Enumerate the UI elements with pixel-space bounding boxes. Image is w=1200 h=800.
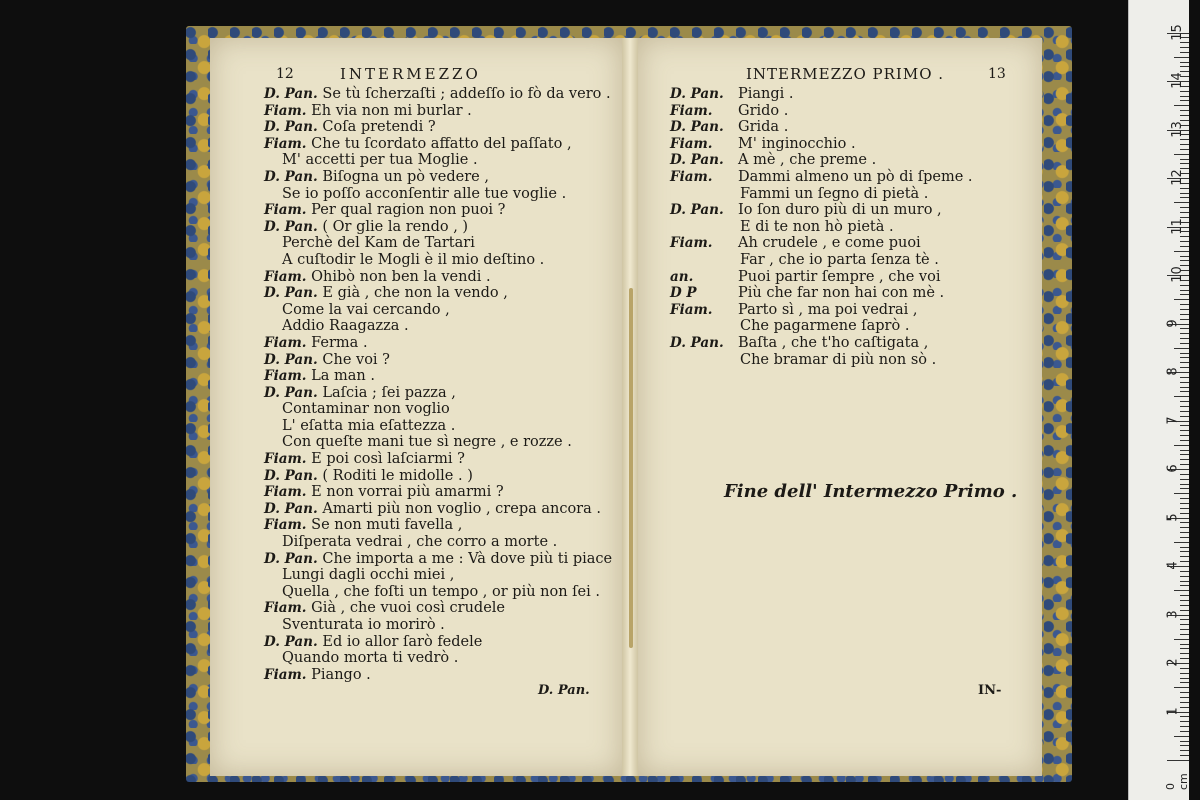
ruler-tick	[1180, 115, 1189, 116]
verse-text: Diſperata vedrai , che corro a morte .	[282, 534, 558, 551]
ruler-tick	[1180, 47, 1189, 48]
ruler-tick	[1180, 416, 1189, 417]
text-line	[670, 86, 973, 103]
ruler-tick	[1180, 547, 1189, 548]
speaker-label: D. Pan.	[264, 384, 323, 401]
speaker-label: D. Pan.	[670, 86, 724, 102]
speaker-label: Fiam.	[264, 102, 312, 119]
ruler-tick	[1180, 309, 1189, 310]
ruler-tick	[1180, 653, 1189, 654]
ruler-tick	[1180, 629, 1189, 630]
ruler-number: 12	[1169, 169, 1185, 186]
text-line	[670, 335, 973, 352]
ruler-tick	[1180, 648, 1189, 649]
ruler-tick	[1180, 454, 1189, 455]
text-line	[264, 385, 612, 402]
ruler-tick	[1180, 163, 1189, 164]
verse-text: Amarti più non voglio , crepa ancora .	[322, 500, 601, 517]
verse-text: Io ſon duro più di un muro ,	[738, 202, 942, 219]
ruler-tick	[1174, 542, 1189, 543]
ruler-tick	[1180, 488, 1189, 489]
text-line	[264, 401, 612, 418]
ruler-tick	[1180, 474, 1189, 475]
speaker-label: D. Pan.	[264, 467, 323, 484]
ruler-tick	[1180, 576, 1189, 577]
ruler-tick	[1180, 149, 1189, 150]
text-line	[264, 468, 612, 485]
speaker-label: Fiam.	[264, 666, 312, 683]
text-line	[670, 235, 973, 252]
ruler-tick	[1180, 343, 1189, 344]
speaker-label: Fiam.	[264, 334, 312, 351]
ruler-tick	[1180, 207, 1189, 208]
verse-text: A mè , che preme .	[738, 152, 877, 169]
text-line	[670, 302, 973, 319]
verse-text: Ed io allor ſarò fedele	[322, 633, 483, 650]
verse-text: Puoi partir ſempre , che voi	[738, 268, 941, 285]
speaker-label: D. Pan.	[670, 334, 724, 351]
text-line	[264, 202, 612, 219]
text-line	[264, 534, 612, 551]
verse-text: Che importa a me : Và dove più ti piace	[322, 550, 613, 567]
ruler-number: 11	[1169, 217, 1185, 235]
ruler-tick	[1180, 212, 1189, 213]
speaker-label: Fiam.	[264, 268, 312, 285]
ruler-tick	[1180, 285, 1189, 286]
ruler-tick	[1180, 406, 1189, 407]
verse-text: Già , che vuoi così crudele	[311, 600, 506, 617]
ruler-tick	[1180, 260, 1189, 261]
ruler-tick	[1180, 110, 1189, 111]
verse-text: Piangi .	[738, 86, 794, 102]
ruler-number: 10	[1169, 266, 1185, 283]
verse-text: Grido .	[738, 102, 789, 119]
ruler-tick	[1174, 202, 1189, 203]
verse-text: ( Roditi le midolle . )	[322, 467, 473, 484]
ruler-tick	[1180, 197, 1189, 198]
ruler-tick	[1180, 527, 1189, 528]
ruler-tick	[1180, 362, 1189, 363]
ruler-tick	[1180, 726, 1189, 727]
verse-text: M' inginocchio .	[738, 135, 856, 152]
verse-text: Che bramar di più non sò .	[740, 351, 937, 368]
ruler-tick	[1174, 493, 1189, 494]
ruler-tick	[1174, 445, 1189, 446]
text-line	[670, 318, 973, 335]
ruler-tick	[1180, 450, 1189, 451]
verse-text: Grida .	[738, 119, 789, 136]
verse-text: Addio Raagazza .	[282, 318, 409, 335]
ruler-tick	[1180, 658, 1189, 659]
speaker-label: Fiam.	[264, 517, 312, 534]
ruler-tick	[1180, 600, 1189, 601]
ruler-tick	[1180, 498, 1189, 499]
ruler-tick	[1180, 551, 1189, 552]
ruler-tick	[1180, 522, 1189, 523]
ruler-number: 6	[1165, 464, 1181, 473]
ruler-tick	[1174, 105, 1189, 106]
text-line	[264, 368, 612, 385]
verse-text: Se non muti favella ,	[311, 517, 463, 534]
ruler-tick	[1180, 585, 1189, 586]
ruler-tick	[1180, 595, 1189, 596]
ruler-tick	[1180, 382, 1189, 383]
ruler-tick	[1180, 425, 1189, 426]
verse-text: Fammi un ſegno di pietà .	[740, 185, 929, 202]
ruler-tick	[1174, 154, 1189, 155]
speaker-label: D. Pan.	[670, 202, 724, 219]
ruler-tick	[1180, 731, 1189, 732]
verse-text: L' eſatta mia eſattezza .	[282, 417, 456, 434]
verse-text: Eh via non mi burlar .	[311, 102, 472, 119]
verse-text: Come la vai cercando ,	[282, 301, 450, 318]
verse-text: Dammi almeno un pò di ſpeme .	[738, 168, 973, 185]
ruler-tick	[1180, 644, 1189, 645]
ruler-tick	[1174, 639, 1189, 640]
verse-text: Ah crudele , e come puoi	[738, 235, 921, 252]
text-line	[670, 152, 973, 169]
ruler-tick	[1180, 52, 1189, 53]
ruler-tick	[1180, 634, 1189, 635]
ruler-tick	[1180, 479, 1189, 480]
text-line	[264, 285, 612, 302]
ruler-tick	[1180, 328, 1189, 329]
verse-text: Lungi dagli occhi miei ,	[282, 567, 455, 584]
ruler-tick	[1180, 304, 1189, 305]
text-line	[264, 136, 612, 153]
ruler-tick	[1180, 673, 1189, 674]
verse-text: Laſcia ; ſei pazza ,	[322, 384, 456, 401]
ruler-tick	[1180, 619, 1189, 620]
ruler-tick	[1174, 299, 1189, 300]
text-line	[264, 650, 612, 667]
ruler-tick	[1180, 702, 1189, 703]
ruler-tick	[1180, 508, 1189, 509]
ruler-tick	[1180, 91, 1189, 92]
text-line	[264, 219, 612, 236]
verse-text: Piango .	[311, 666, 371, 683]
ruler-tick	[1180, 338, 1189, 339]
ruler-number: 9	[1165, 318, 1181, 328]
text-line	[670, 169, 973, 186]
ruler-number: 4	[1165, 561, 1181, 570]
measuring-ruler	[1128, 0, 1189, 800]
text-line	[264, 617, 612, 634]
ruler-tick	[1180, 464, 1189, 465]
verse-text: Che pagarmene ſaprò .	[740, 318, 910, 335]
speaker-label: D. Pan.	[264, 86, 323, 102]
ruler-tick	[1180, 319, 1189, 320]
ruler-tick	[1180, 692, 1189, 693]
ruler-tick	[1180, 624, 1189, 625]
ruler-tick	[1180, 682, 1189, 683]
ruler-tick	[1180, 401, 1189, 402]
ruler-tick	[1180, 721, 1189, 722]
text-line	[670, 269, 973, 286]
ruler-tick	[1167, 760, 1189, 761]
ruler-tick	[1180, 707, 1189, 708]
speaker-label: Fiam.	[264, 600, 312, 617]
text-line	[264, 186, 612, 203]
ruler-tick	[1180, 532, 1189, 533]
text-line	[264, 551, 612, 568]
speaker-label: Fiam.	[670, 301, 713, 318]
speaker-label: Fiam.	[670, 235, 713, 252]
ruler-tick	[1180, 139, 1189, 140]
ruler-tick	[1180, 294, 1189, 295]
ruler-tick	[1180, 755, 1189, 756]
ruler-tick	[1180, 537, 1189, 538]
verse-text: Far , che io parta ſenza tè .	[740, 251, 939, 268]
text-line	[264, 103, 612, 120]
ruler-number: 15	[1169, 23, 1185, 41]
verse-text: La man .	[311, 368, 375, 385]
verse-text: A cuſtodir le Mogli è il mio deſtino .	[282, 251, 545, 268]
ruler-tick	[1180, 716, 1189, 717]
verse-text: Che tu ſcordato affatto del paſſato ,	[311, 135, 572, 152]
speaker-label: an.	[670, 268, 694, 285]
ruler-tick	[1174, 590, 1189, 591]
ruler-number: 14	[1169, 72, 1185, 89]
page-number-left: 12	[276, 66, 294, 82]
text-line	[264, 501, 612, 518]
ruler-tick	[1180, 246, 1189, 247]
end-of-intermezzo-note: Fine dell' Intermezzo Primo .	[724, 481, 1018, 502]
speaker-label: D. Pan.	[264, 633, 323, 650]
binding-thread	[629, 288, 633, 648]
text-line	[670, 285, 973, 302]
verse-text: Con queſte mani tue sì negre , e rozze .	[282, 434, 572, 451]
text-line	[264, 484, 612, 501]
speaker-label: D. Pan.	[264, 550, 323, 567]
speaker-label: D P	[670, 285, 697, 302]
text-line	[264, 418, 612, 435]
right-page-text	[670, 86, 973, 368]
verse-text: ( Or glie la rendo , )	[322, 218, 469, 235]
speaker-label: Fiam.	[264, 368, 312, 385]
ruler-tick	[1180, 66, 1189, 67]
text-line	[264, 302, 612, 319]
speaker-label: D. Pan.	[264, 500, 323, 517]
text-line	[264, 634, 612, 651]
verse-text: Se io poſſo acconſentir alle tue voglie .	[282, 185, 567, 202]
page-number-right: 13	[988, 66, 1006, 82]
speaker-label: Fiam.	[670, 102, 713, 119]
speaker-label: D. Pan.	[670, 152, 724, 169]
speaker-label: Fiam.	[264, 202, 312, 219]
ruler-tick	[1180, 96, 1189, 97]
text-line	[264, 434, 612, 451]
ruler-tick	[1180, 745, 1189, 746]
ruler-tick	[1180, 503, 1189, 504]
ruler-tick	[1180, 159, 1189, 160]
text-line	[264, 584, 612, 601]
text-line	[264, 119, 612, 136]
speaker-label: Fiam.	[264, 451, 312, 468]
ruler-tick	[1180, 357, 1189, 358]
text-line	[670, 219, 973, 236]
ruler-tick	[1174, 348, 1189, 349]
ruler-tick	[1180, 241, 1189, 242]
verse-text: Baſta , che t'ho caſtigata ,	[738, 334, 929, 351]
verse-text: Che voi ?	[322, 351, 390, 368]
ruler-tick	[1180, 741, 1189, 742]
ruler-tick	[1180, 571, 1189, 572]
text-line	[264, 86, 612, 103]
speaker-label: Fiam.	[264, 135, 312, 152]
ruler-tick	[1174, 251, 1189, 252]
speaker-label: Fiam.	[670, 168, 713, 185]
ruler-tick	[1180, 561, 1189, 562]
verse-text: M' accetti per tua Moglie .	[282, 152, 478, 169]
ruler-number: 8	[1165, 367, 1181, 376]
text-line	[670, 252, 973, 269]
text-line	[264, 600, 612, 617]
ruler-tick	[1180, 459, 1189, 460]
verse-text: Ferma .	[311, 334, 368, 351]
ruler-tick	[1180, 411, 1189, 412]
speaker-label: Fiam.	[670, 135, 713, 152]
ruler-tick	[1180, 100, 1189, 101]
verse-text: Più che far non hai con mè .	[738, 285, 945, 302]
verse-text: Se tù ſcherzaſti ; addeſſo io fò da vero .	[322, 86, 611, 102]
text-line	[264, 235, 612, 252]
ruler-tick	[1180, 435, 1189, 436]
ruler-tick	[1180, 440, 1189, 441]
ruler-tick	[1174, 736, 1189, 737]
ruler-number: 3	[1165, 609, 1181, 619]
ruler-number: 5	[1165, 512, 1181, 522]
text-line	[264, 567, 612, 584]
verse-text: Coſa pretendi ?	[322, 119, 436, 136]
ruler-tick	[1180, 377, 1189, 378]
verse-text: E di te non hò pietà .	[740, 218, 894, 235]
ruler-tick	[1180, 353, 1189, 354]
ruler-tick	[1174, 396, 1189, 397]
ruler-tick	[1174, 57, 1189, 58]
text-line	[670, 352, 973, 369]
catchword-left: D. Pan.	[538, 683, 590, 698]
catchword-right: IN-	[978, 683, 1002, 698]
ruler-tick	[1180, 750, 1189, 751]
ruler-tick	[1180, 193, 1189, 194]
ruler-tick	[1180, 367, 1189, 368]
ruler-tick	[1180, 391, 1189, 392]
verse-text: Quando morta ti vedrò .	[282, 650, 459, 667]
text-line	[670, 119, 973, 136]
text-line	[264, 269, 612, 286]
speaker-label: D. Pan.	[264, 351, 323, 368]
ruler-tick	[1180, 678, 1189, 679]
ruler-tick	[1180, 605, 1189, 606]
ruler-tick	[1180, 387, 1189, 388]
verse-text: Quella , che foſti un tempo , or più non ſei .	[282, 583, 600, 600]
ruler-number: 13	[1169, 120, 1185, 138]
ruler-tick	[1180, 484, 1189, 485]
ruler-tick	[1180, 556, 1189, 557]
speaker-label: Fiam.	[264, 484, 312, 501]
ruler-tick	[1180, 314, 1189, 315]
text-line	[264, 318, 612, 335]
ruler-tick	[1180, 62, 1189, 63]
ruler-tick	[1180, 513, 1189, 514]
running-head-right: INTERMEZZO PRIMO .	[746, 65, 945, 83]
ruler-tick	[1180, 430, 1189, 431]
verse-text: E già , che non la vendo ,	[322, 285, 508, 302]
ruler-number: 2	[1165, 658, 1181, 667]
ruler-tick	[1180, 333, 1189, 334]
ruler-tick	[1174, 687, 1189, 688]
text-line	[264, 667, 612, 684]
text-line	[264, 352, 612, 369]
verse-text: Perchè del Kam de Tartari	[282, 235, 475, 252]
text-line	[670, 103, 973, 120]
speaker-label: D. Pan.	[670, 119, 724, 136]
verse-text: Parto sì , ma poi vedrai ,	[738, 301, 918, 318]
speaker-label: D. Pan.	[264, 168, 323, 185]
speaker-label: D. Pan.	[264, 218, 323, 235]
ruler-tick	[1180, 188, 1189, 189]
verse-text: Contaminar non voglio	[282, 401, 450, 418]
ruler-tick	[1180, 290, 1189, 291]
ruler-tick	[1180, 236, 1189, 237]
ruler-tick	[1180, 610, 1189, 611]
ruler-tick	[1180, 697, 1189, 698]
verse-text: Ohibò non ben la vendi .	[311, 268, 491, 285]
verse-text: E non vorrai più amarmi ?	[311, 484, 504, 501]
running-head-left: INTERMEZZO	[340, 65, 481, 83]
speaker-label: D. Pan.	[264, 285, 323, 302]
ruler-tick	[1180, 42, 1189, 43]
verse-text: Biſogna un pò vedere ,	[322, 168, 489, 185]
verse-text: Sventurata io morirò .	[282, 617, 445, 633]
text-line	[264, 152, 612, 169]
ruler-tick	[1180, 256, 1189, 257]
verse-text: Per qual ragion non puoi ?	[311, 202, 506, 219]
ruler-tick	[1180, 668, 1189, 669]
text-line	[670, 202, 973, 219]
text-line	[264, 252, 612, 269]
ruler-tick	[1180, 144, 1189, 145]
text-line	[670, 186, 973, 203]
left-page-text	[264, 86, 612, 683]
speaker-label: D. Pan.	[264, 119, 323, 136]
text-line	[670, 136, 973, 153]
ruler-number: 1	[1165, 706, 1181, 716]
text-line	[264, 451, 612, 468]
verse-text: E poi così laſciarmi ?	[311, 451, 465, 468]
ruler-number: 7	[1165, 415, 1181, 425]
text-line	[264, 169, 612, 186]
text-line	[264, 335, 612, 352]
ruler-unit-label: 0 cm	[1164, 773, 1190, 790]
ruler-tick	[1180, 581, 1189, 582]
text-line	[264, 517, 612, 534]
